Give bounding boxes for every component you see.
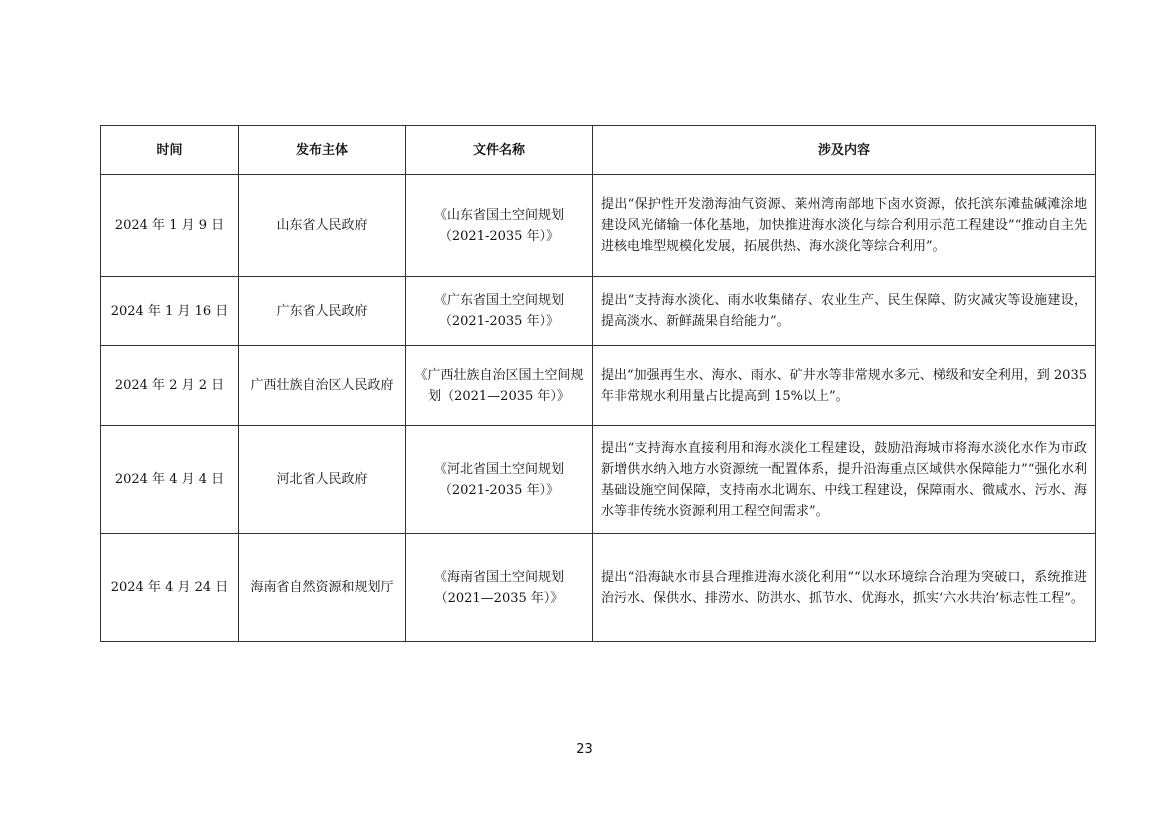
cell-content: 提出“保护性开发渤海油气资源、莱州湾南部地下卤水资源，依托滨东滩盐碱滩涂地建设风光储输一体化基地，加快推进海水淡化与综合利用示范工程建设”“推动自主先进核电堆型规模化发展，拓展供热、海水淡化等综合利用”。: [593, 175, 1096, 277]
table-row: [101, 534, 1096, 642]
cell-content: 提出“沿海缺水市县合理推进海水淡化利用”“以水环境综合治理为突破口，系统推进治污水、保供水、排涝水、防洪水、抓节水、优海水，抓实‘六水共治’标志性工程”。: [593, 534, 1096, 642]
cell-content: 提出“支持海水直接利用和海水淡化工程建设，鼓励沿海城市将海水淡化水作为市政新增供水纳入地方水资源统一配置体系，提升沿海重点区域供水保障能力”“强化水利基础设施空间保障，支持南水北调东、中线工程建设，保障雨水、微咸水、污水、海水等非传统水资源利用工程空间需求”。: [593, 426, 1096, 534]
cell-document: 《广东省国土空间规划（2021-2035 年）》: [406, 277, 593, 346]
cell-publisher: 广西壮族自治区人民政府: [239, 346, 406, 426]
cell-publisher: 广东省人民政府: [239, 277, 406, 346]
cell-content: 提出“支持海水淡化、雨水收集储存、农业生产、民生保障、防灾减灾等设施建设，提高淡水、新鲜蔬果自给能力”。: [593, 277, 1096, 346]
cell-time: 2024 年 1 月 16 日: [101, 277, 239, 346]
header-time: 时间: [101, 126, 239, 175]
cell-content: 提出“加强再生水、海水、雨水、矿井水等非常规水多元、梯级和安全利用，到 2035 年非常规水利用量占比提高到 15%以上”。: [593, 346, 1096, 426]
cell-publisher: 山东省人民政府: [239, 175, 406, 277]
cell-time: 2024 年 4 月 24 日: [101, 534, 239, 642]
table-row: [101, 346, 1096, 426]
table-header: [101, 126, 1096, 175]
table-row: [101, 426, 1096, 534]
policy-table: [100, 125, 1096, 642]
table-row: [101, 175, 1096, 277]
cell-document: 《山东省国土空间规划（2021-2035 年）》: [406, 175, 593, 277]
cell-time: 2024 年 2 月 2 日: [101, 346, 239, 426]
header-content: 涉及内容: [593, 126, 1096, 175]
cell-time: 2024 年 4 月 4 日: [101, 426, 239, 534]
header-row: [101, 126, 1096, 175]
cell-document: 《海南省国土空间规划（2021—2035 年）》: [406, 534, 593, 642]
table-row: [101, 277, 1096, 346]
header-publisher: 发布主体: [239, 126, 406, 175]
page-number: 23: [576, 742, 593, 757]
cell-document: 《河北省国土空间规划（2021-2035 年）》: [406, 426, 593, 534]
table-body: [101, 175, 1096, 642]
header-document: 文件名称: [406, 126, 593, 175]
cell-time: 2024 年 1 月 9 日: [101, 175, 239, 277]
cell-publisher: 海南省自然资源和规划厅: [239, 534, 406, 642]
cell-document: 《广西壮族自治区国土空间规划（2021—2035 年）》: [406, 346, 593, 426]
cell-publisher: 河北省人民政府: [239, 426, 406, 534]
